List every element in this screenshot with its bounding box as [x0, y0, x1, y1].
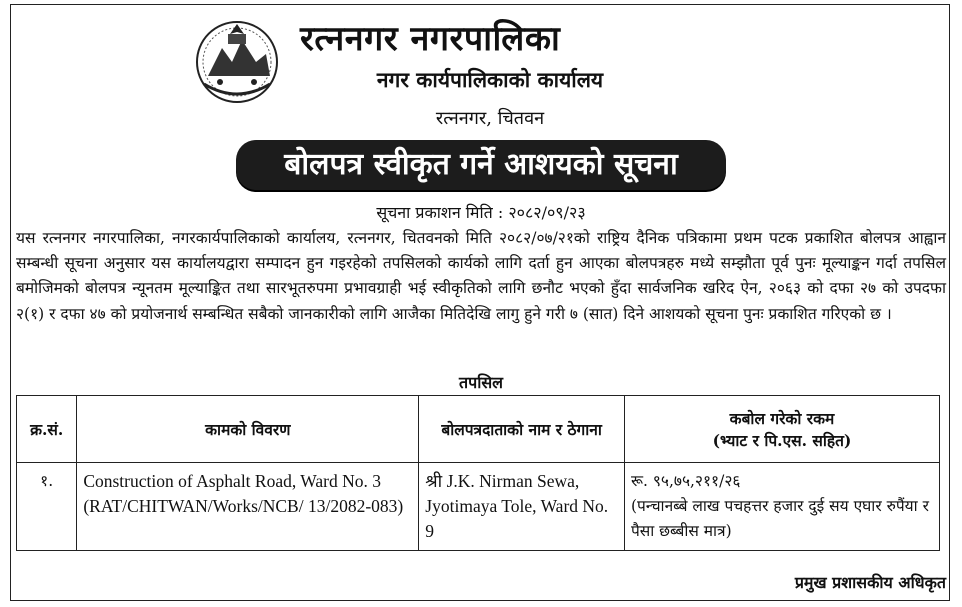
- header-bidder: बोलपत्रदाताको नाम र ठेगाना: [419, 396, 625, 463]
- office-place: रत्ननगर, चितवन: [435, 108, 545, 129]
- signatory-title: प्रमुख प्रशासकीय अधिकृत: [794, 573, 946, 592]
- row-amount-value: रू. ९५,७५,२११/२६: [630, 472, 741, 490]
- row-work: Construction of Asphalt Road, Ward No. 3 (RAT/CHITWAN/Works/NCB/ 13/2082-083): [77, 463, 419, 551]
- table-row: [17, 463, 940, 551]
- row-sn: १.: [17, 463, 77, 551]
- row-bidder: श्री J.K. Nirman Sewa, Jyotimaya Tole, Ward No. 9: [419, 463, 625, 551]
- notice-body: यस रत्ननगर नगरपालिका, नगरकार्यपालिकाको कार्यालय, रत्ननगर, चितवनको मिति २०८२/०७/२१को राष्ट्रिय दैनिक पत्रिकामा प्रथम पटक प्रकाशित बोलपत्र आह्वान सम्बन्धी सूचना अनुसार यस कार्यालयद्वारा सम्पादन हुन गइरहेको तपसिलको कार्यको लागि दर्ता हुन आएका बोलपत्रहरु मध्ये सम्झौता पूर्व पुनः मूल्याङ्कन गर्दा तपसिल बमोजिमको बोलपत्र न्यूनतम मूल्याङ्कित तथा सारभूतरुपमा प्रभावग्राही भई स्वीकृतिको लागि छनौट भएको हुँदा सार्वजनिक खरिद ऐन, २०६३ को दफा २७ को उपदफा २(१) र दफा ४७ को प्रयोजनार्थ सम्बन्धित सबैको जानकारीको लागि आजैका मितिदेखि लागु हुने गरी ७ (सात) दिने आशयको सूचना पुनः प्रकाशित गरिएको छ ।: [16, 229, 946, 323]
- header-amount-line1: कबोल गरेको रकम: [729, 409, 835, 428]
- publication-date: सूचना प्रकाशन मिति : २०८२/०९/२३: [376, 203, 586, 222]
- header-amount-line2: (भ्याट र पि.एस. सहित): [712, 431, 852, 450]
- tapasil-heading: तपसिल: [458, 373, 504, 392]
- municipality-title: रत्ननगर नगरपालिका: [300, 19, 561, 59]
- row-amount-words: (पन्चानब्बे लाख पचहत्तर हजार दुई सय एघार रुपैंया र पैसा छब्बीस मात्र): [630, 497, 929, 540]
- office-subtitle: नगर कार्यपालिकाको कार्यालय: [376, 67, 604, 92]
- notice-banner: बोलपत्र स्वीकृत गर्ने आशयको सूचना: [236, 140, 726, 190]
- bid-table: [16, 395, 940, 551]
- header-amount: [624, 396, 939, 463]
- header-work: कामको विवरण: [77, 396, 419, 463]
- nepal-emblem-icon: [190, 14, 284, 106]
- row-amount: [624, 463, 939, 551]
- table-header-row: [17, 396, 940, 463]
- header-sn: क्र.सं.: [17, 396, 77, 463]
